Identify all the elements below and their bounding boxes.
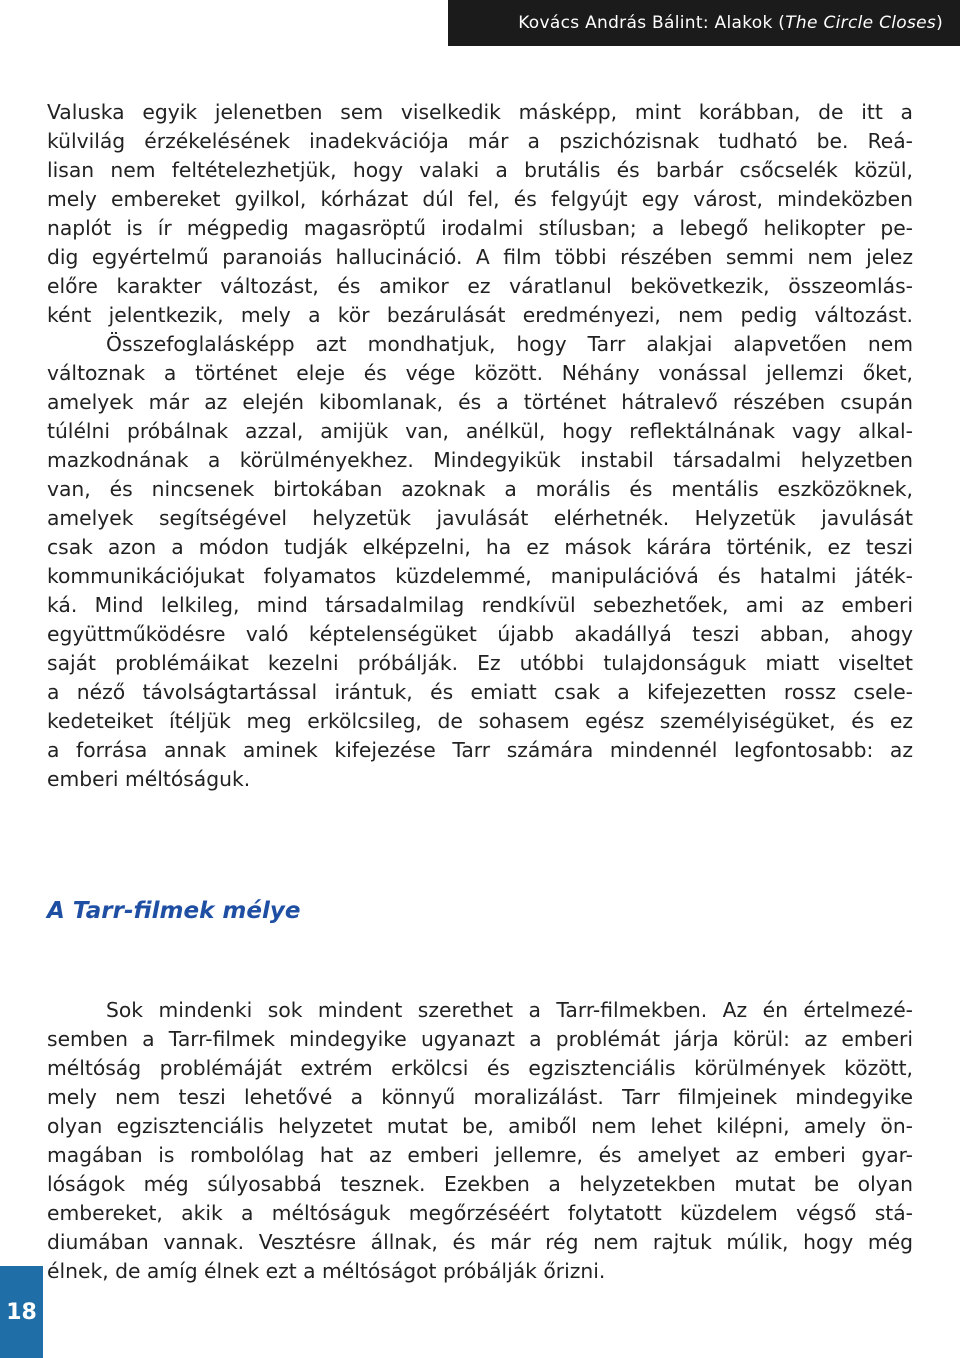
text-line: magában is rombolólag hat az emberi jellemre, és amelyet az emberi gyar- [47, 1143, 913, 1167]
section-heading: A Tarr-filmek mélye [47, 898, 301, 924]
text-line: naplót is ír mégpedig magasröptű irodalmi stílusban; a lebegő helikopter pe- [47, 216, 913, 240]
page-number-badge [0, 1266, 43, 1358]
text-line: olyan egzisztenciális helyzetet mutat be, amiből nem lehet kilépni, amely ön- [47, 1114, 913, 1138]
text-line: mazkodnának a körülményekhez. Mindegyikük instabil társadalmi helyzetben [47, 448, 913, 472]
text-line: Összefoglalásképp azt mondhatjuk, hogy Tarr alakjai alapvetően nem [106, 332, 913, 356]
text-line: lisan nem feltételezhetjük, hogy valaki a brutális és barbár csőcselék közül, [47, 158, 913, 182]
text-line: ká. Mind lelkileg, mind társadalmilag rendkívül sebezhetőek, ami az emberi [47, 593, 913, 617]
text-line: élnek, de amíg élnek ezt a méltóságot próbálják őrizni. [47, 1259, 606, 1283]
text-line: a forrása annak aminek kifejezése Tarr számára mindennél legfontosabb: az [47, 738, 913, 762]
text-line: kedeteiket ítéljük meg erkölcsileg, de sohasem egész személyiségüket, és ez [47, 709, 913, 733]
running-title-prefix: Kovács András Bálint: Alakok ( [518, 13, 786, 33]
text-line: külvilág érzékelésének inadekvációja már a pszichózisnak tudható be. Reá- [47, 129, 913, 153]
text-line: kommunikációjukat folyamatos küzdelemmé, manipulációvá és hatalmi játék- [47, 564, 913, 588]
text-line: van, és nincsenek birtokában azoknak a morális és mentális eszközöknek, [47, 477, 913, 501]
text-line: diumában vannak. Vesztésre állnak, és már rég nem rajtuk múlik, hogy még [47, 1230, 913, 1254]
text-line: semben a Tarr-filmek mindegyike ugyanazt a problémát járja körül: az emberi [47, 1027, 913, 1051]
text-line: amelyek segítségével helyzetük javulását elérhetnék. Helyzetük javulását [47, 506, 913, 530]
running-title-suffix: ) [936, 13, 943, 33]
text-line: embereket, akik a méltóságuk megőrzéséért folytatott küzdelem végső stá- [47, 1201, 913, 1225]
text-line: lóságok még súlyosabbá tesznek. Ezekben a helyzetekben mutat be olyan [47, 1172, 913, 1196]
text-line: emberi méltóságuk. [47, 767, 251, 791]
text-line: saját problémáikat kezelni próbálják. Ez utóbbi tulajdonságuk miatt viseltet [47, 651, 913, 675]
page-number: 18 [6, 1299, 37, 1325]
text-line: méltóság problémáját extrém erkölcsi és egzisztenciális körülmények között, [47, 1056, 913, 1080]
text-line: mely nem teszi lehetővé a könnyű moralizálást. Tarr filmjeinek mindegyike [47, 1085, 913, 1109]
text-line: változnak a történet eleje és vége között. Néhány vonással jellemzi őket, [47, 361, 913, 385]
text-line: túlélni próbálnak azzal, amijük van, anélkül, hogy reflektálnának vagy alkal- [47, 419, 913, 443]
text-line: dig egyértelmű paranoiás hallucináció. A film többi részében semmi nem jelez [47, 245, 913, 269]
running-title-italic: The Circle Closes [785, 13, 937, 33]
text-line: előre karakter változást, és amikor ez váratlanul bekövetkezik, összeomlás- [47, 274, 913, 298]
text-line: együttműködésre való képtelenségüket újabb akadállyá teszi abban, ahogy [47, 622, 913, 646]
paragraph-3 [47, 996, 913, 1286]
text-line: a néző távolságtartással irántuk, és emiatt csak a kifejezetten rossz csele- [47, 680, 913, 704]
text-line: amelyek már az elején kibomlanak, és a történet hátralevő részében csupán [47, 390, 913, 414]
paragraph-1 [47, 98, 913, 794]
text-line: ként jelentkezik, mely a kör bezárulását eredményezi, nem pedig változást. [47, 303, 913, 327]
text-line: mely embereket gyilkol, kórházat dúl fel, és felgyújt egy várost, mindeközben [47, 187, 913, 211]
text-line: Sok mindenki sok mindent szerethet a Tarr-filmekben. Az én értelmezé- [106, 998, 913, 1022]
running-header [448, 0, 960, 46]
text-line: csak azon a módon tudják elképzelni, ha ez mások kárára történik, ez teszi [47, 535, 913, 559]
text-line: Valuska egyik jelenetben sem viselkedik másképp, mint korábban, de itt a [47, 100, 913, 124]
